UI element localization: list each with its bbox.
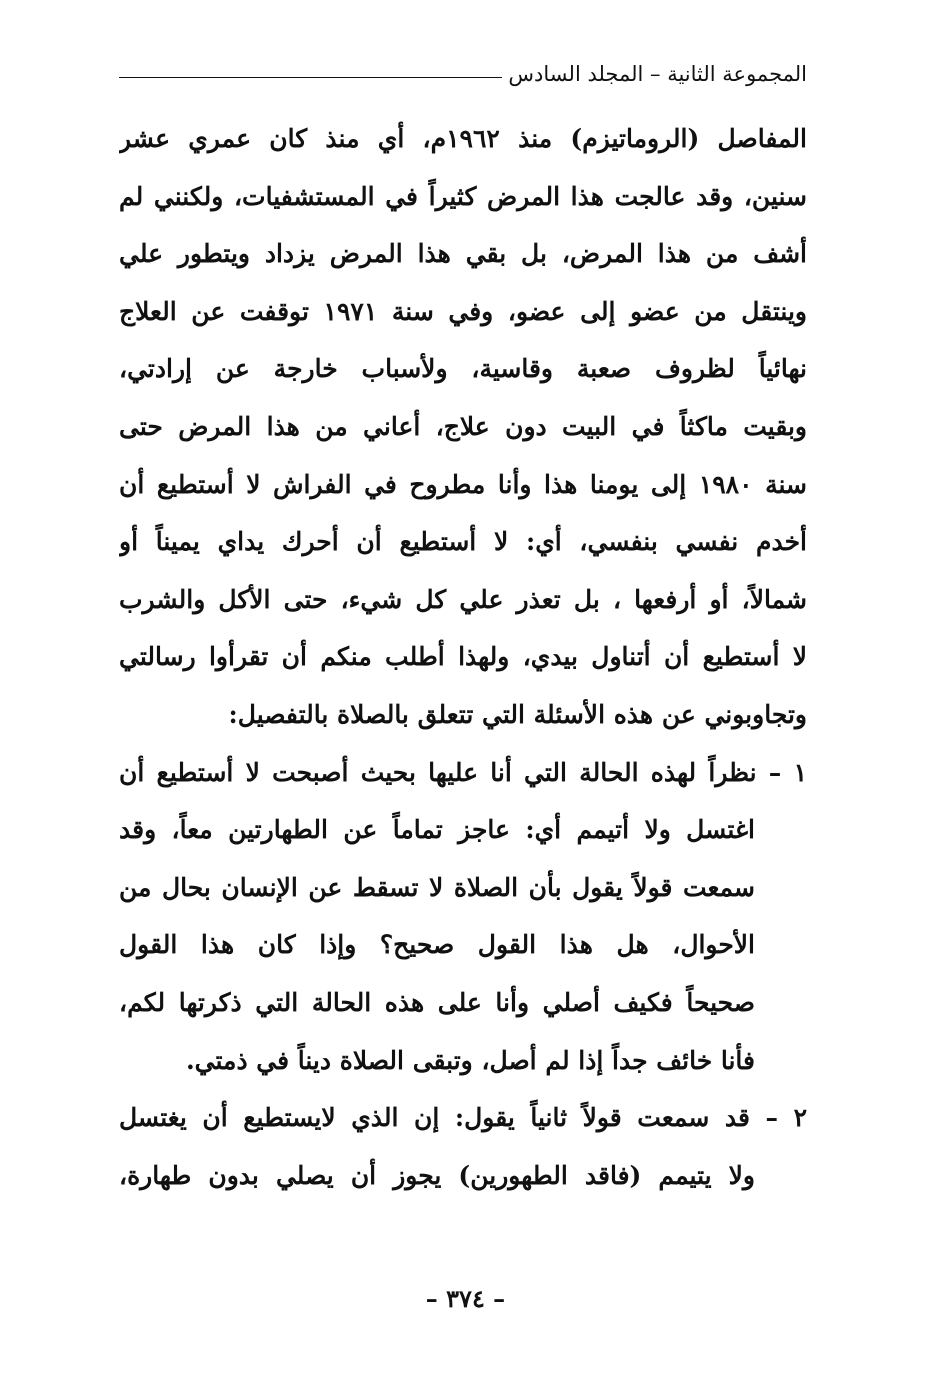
header-rule [119,77,502,78]
list-item-line: اغتسل ولا أتيمم أي: عاجز تماماً عن الطهارتين معاً، وقد [119,815,755,845]
list-item-line: الأحوال، هل هذا القول صحيح؟ وإذا كان هذا القول [119,930,755,960]
text-line: سنة ١٩٨٠ إلى يومنا هذا وأنا مطروح في الفراش لا أستطيع أن [119,469,807,499]
list-item-line: ولا يتيمم (فاقد الطهورين) يجوز أن يصلي بدون طهارة، [119,1160,755,1190]
list-item-line: سمعت قولاً يقول بأن الصلاة لا تسقط عن الإنسان بحال من [119,872,755,902]
list-item-line: فأنا خائف جداً إذا لم أصل، وتبقى الصلاة ديناً في ذمتي. [185,1045,755,1075]
list-item-line: صحيحاً فكيف أصلي وأنا على هذه الحالة التي ذكرتها لكم، [119,987,755,1017]
text-line: أشف من هذا المرض، بل بقي هذا المرض يزداد ويتطور علي [119,239,807,269]
page-number: – ٣٧٤ – [425,1284,506,1313]
text-line: سنين، وقد عالجت هذا المرض كثيراً في المستشفيات، ولكنني لم [119,181,807,211]
text-line: شمالاً، أو أرفعها ، بل تعذر علي كل شيء، حتى الأكل والشرب [119,584,807,614]
header-title: المجموعة الثانية – المجلد السادس [508,62,807,86]
list-item-1-first-line: ١ – نظراً لهذه الحالة التي أنا عليها بحيث أصبحت لا أستطيع أن [119,757,807,787]
text-line: لا أستطيع أن أتناول بيدي، ولهذا أطلب منكم أن تقرأوا رسالتي [119,642,807,672]
text-line: أخدم نفسي بنفسي، أي: لا أستطيع أن أحرك يداي يميناً أو [119,527,807,557]
list-item-2-first-line: ٢ – قد سمعت قولاً ثانياً يقول: إن الذي لايستطيع أن يغتسل [119,1103,807,1133]
text-line: نهائياً لظروف صعبة وقاسية، ولأسباب خارجة عن إرادتي، [119,354,807,384]
text-line: وبقيت ماكثاً في البيت دون علاج، أعاني من هذا المرض حتى [119,411,807,441]
running-header [119,56,807,92]
text-line: وتجاوبوني عن هذه الأسئلة التي تتعلق بالصلاة بالتفصيل: [228,699,807,729]
text-line: المفاصل (الروماتيزم) منذ ١٩٦٢م، أي منذ كان عمري عشر [119,124,807,153]
body-text [119,110,807,1204]
text-line: وينتقل من عضو إلى عضو، وفي سنة ١٩٧١ توقفت عن العلاج [119,296,807,326]
